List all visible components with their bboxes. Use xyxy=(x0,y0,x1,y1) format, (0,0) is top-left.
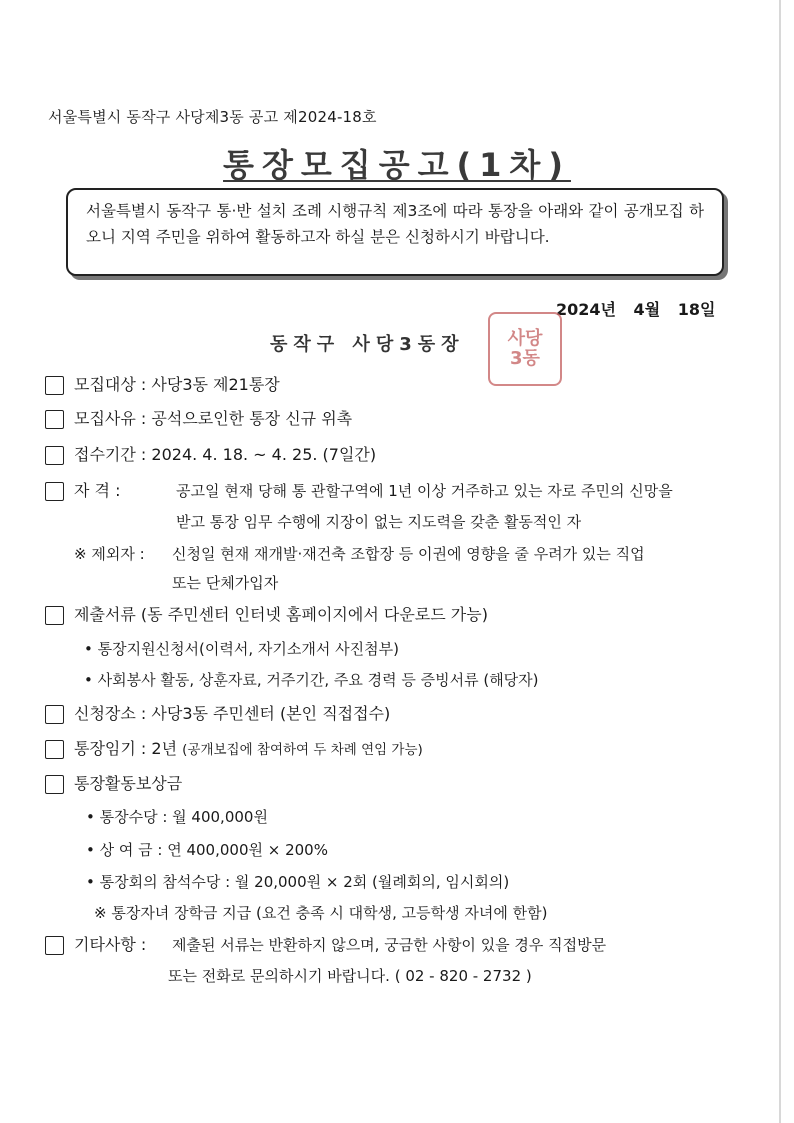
item-target xyxy=(74,374,280,396)
compensation-meeting: • 통장회의 참석수당 : 월 20,000원 × 2회 (월례회의, 임시회의) xyxy=(86,873,510,891)
document-item-1: • 통장지원신청서(이력서, 자기소개서 사진첨부) xyxy=(84,640,399,658)
document-item-2: • 사회봉사 활동, 상훈자료, 거주기간, 주요 경력 등 증빙서류 (해당자) xyxy=(84,671,539,689)
checkbox-period xyxy=(45,446,64,465)
checkbox-documents xyxy=(45,606,64,625)
item-reason-value: 공석으로인한 통장 신규 위촉 xyxy=(151,409,353,428)
checkbox-target xyxy=(45,376,64,395)
item-place-value: 사당3동 주민센터 (본인 직접접수) xyxy=(151,704,391,723)
item-period-value: 2024. 4. 18. ~ 4. 25. (7일간) xyxy=(151,445,377,464)
checkbox-reason xyxy=(45,410,64,429)
item-target-label: 모집대상 : xyxy=(74,375,147,394)
item-reason xyxy=(74,408,352,430)
checkbox-qualification xyxy=(45,482,64,501)
item-other-line1: 제출된 서류는 반환하지 않으며, 궁금한 사항이 있을 경우 직접방문 xyxy=(172,936,607,954)
intro-box xyxy=(66,188,724,276)
item-qualification-line2: 받고 통장 임무 수행에 지장이 없는 지도력을 갖춘 활동적인 자 xyxy=(176,513,582,531)
official-seal: 사당 3동 xyxy=(488,312,562,386)
page-title: 통장모집공고(1차) xyxy=(223,146,571,184)
intro-text: 서울특별시 동작구 통·반 설치 조례 시행규칙 제3조에 따라 통장을 아래와 같이 공개모집 하오니 지역 주민을 위하여 활동하고자 하실 분은 신청하시기 바랍니다. xyxy=(86,202,704,246)
item-target-value: 사당3동 제21통장 xyxy=(151,375,280,394)
item-period xyxy=(74,444,376,466)
item-term-label: 통장임기 : xyxy=(74,739,147,758)
compensation-scholarship: ※ 통장자녀 장학금 지급 (요건 충족 시 대학생, 고등학생 자녀에 한함) xyxy=(94,904,548,922)
item-term-note: (공개보집에 참여하여 두 차례 연임 가능) xyxy=(182,742,423,758)
issuing-organization: 동작구 사당3동장 xyxy=(270,334,465,355)
item-term-value: 2년 xyxy=(151,739,178,758)
compensation-bonus: • 상 여 금 : 연 400,000원 × 200% xyxy=(86,841,328,859)
checkbox-compensation xyxy=(45,775,64,794)
checkbox-term xyxy=(45,740,64,759)
item-term xyxy=(74,738,423,761)
item-other-line2: 또는 전화로 문의하시기 바랍니다. ( 02 - 820 - 2732 ) xyxy=(168,967,532,985)
compensation-allowance: • 통장수당 : 월 400,000원 xyxy=(86,808,268,826)
item-qualification-line1: 공고일 현재 당해 통 관할구역에 1년 이상 거주하고 있는 자로 주민의 신망을 xyxy=(176,482,673,500)
item-period-label: 접수기간 : xyxy=(74,445,147,464)
exclusion-line2: 또는 단체가입자 xyxy=(172,574,279,592)
notice-date: 2024년 4월 18일 xyxy=(556,300,716,319)
item-reason-label: 모집사유 : xyxy=(74,409,147,428)
item-documents-label: 제출서류 (동 주민센터 인터넷 홈페이지에서 다운로드 가능) xyxy=(74,605,488,624)
checkbox-place xyxy=(45,705,64,724)
notice-number: 서울특별시 동작구 사당제3동 공고 제2024-18호 xyxy=(48,108,377,126)
item-place-label: 신청장소 : xyxy=(74,704,147,723)
item-compensation-label: 통장활동보상금 xyxy=(74,774,183,793)
item-place xyxy=(74,703,390,725)
item-qualification-label: 자 격 : xyxy=(74,481,121,500)
checkbox-other xyxy=(45,936,64,955)
exclusion-line1: 신청일 현재 재개발·재건축 조합장 등 이권에 영향을 줄 우려가 있는 직업 xyxy=(172,545,645,563)
exclusion-label: ※ 제외자 : xyxy=(74,545,145,563)
item-other-label: 기타사항 : xyxy=(74,935,147,954)
